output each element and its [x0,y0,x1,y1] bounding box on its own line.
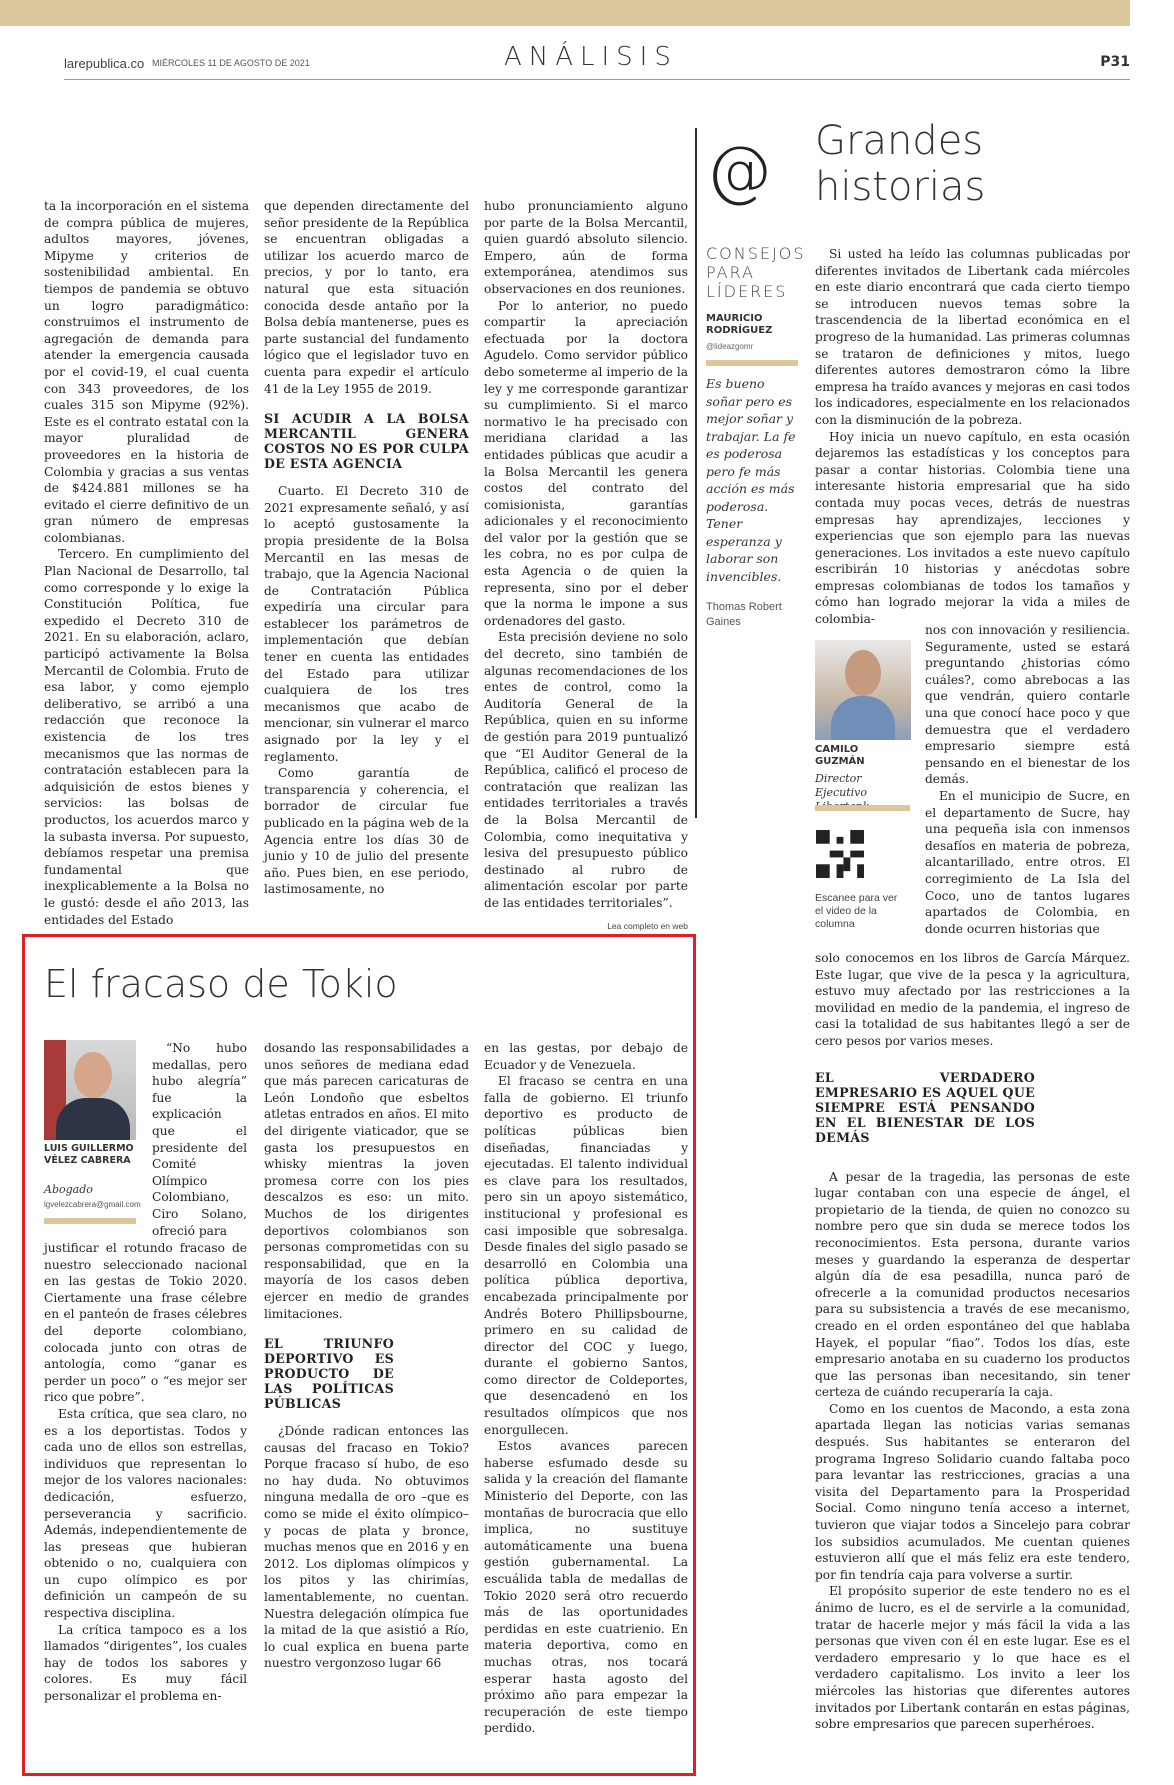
tokio-narrow-intro [152,1040,247,1239]
paragraph: A pesar de la tragedia, las personas de este lugar contaban con una especie de ángel, el propietario de la tienda, de quien no conozco su nombre pero que sin duda se merece todos los reconocimientos. Esta persona, durante varios meses y guardando la esperanza de despertar algún día de esa pesadilla, nunca paró de ofrecerle a la comunidad productos necesarios para su subsistencia a través de ese mecanismo, creado en el orden espontáneo del que hablaba Hayek, el popular “fiao”. Todos los días, este empresario anotaba en su cuaderno los productos que las personas iban necesitando, sin tener certeza de cuándo recuperaría la caja. [815,1169,1130,1400]
masthead-rule [64,79,1130,80]
tokio-column-1 [44,1240,247,1705]
gold-divider [706,360,798,366]
top-color-bar [0,0,1130,26]
shirt-shape [831,696,895,740]
author-photo [44,1040,136,1140]
author-role: Director Ejecutivo [815,772,867,799]
author-photo [815,640,911,740]
tokio-column-2 [264,1040,469,1672]
grandes-narrow-column [925,622,1130,937]
at-sign-icon: @ [706,132,772,209]
paragraph: En el municipio de Sucre, en el departamento de Sucre, hay una pequeña isla con inmensos desafíos en materia de pobreza, alcantarillado, entre otros. El corregimiento de La Isla del Coco, uno de tantos lugares apartados de Colombia, en donde ocurren historias que [925,788,1130,936]
grandes-historias-title: Grandes historias [815,118,986,210]
grandes-intro [815,246,1130,628]
paragraph: Cuarto. El Decreto 310 de 2021 expresamente señaló, y así lo aceptó gustosamente la propia presidente de la Bolsa Mercantil en las mesas de trabajo, que la Agencia Nacional de Contratación Pública expediría una circular para establecer los parámetros de implementación que debían tener en cuenta las entidades del Estado para utilizar cualquiera de los tres mecanismos que acabo de mencionar, sin vulnerar el marco asignado por la ley y el reglamento. [264,484,469,764]
section-title: ANÁLISIS [504,42,678,72]
paragraph: justificar el rotundo fracaso de nuestro seleccionado nacional en las gestas de Tokio 2020. Ciertamente una frase célebre en el panteón de frases célebres del deporte colombiano, colocada junto con otras de antología, como “ganar es perder un poco” o “es mejor ser rico que pobre”. [44,1241,247,1405]
tokio-subheading: EL TRIUNFO DEPORTIVO ES PRODUCTO DE LAS POLÍTICAS PÚBLICAS [264,1336,394,1412]
face-shape [74,1052,112,1098]
paragraph: que dependen directamente del señor presidente de la República se encuentran obligadas a utilizar los acuerdo marco de precios, y por lo tanto, era natural que esta situación conocida desde antaño por la Bolsa debía mantenerse, pues es parte sustancial del fundamento lógico que el legislador tuvo en cuenta para expedir el artículo 41 de la Ley 1955 de 2019. [264,199,469,396]
grandes-subheading: EL VERDADERO EMPRESARIO ES AQUEL QUE SIEMPRE ESTÁ PENSANDO EN EL BIENESTAR DE LOS DEMÁS [815,1069,1035,1145]
paragraph: ¿Dónde radican entonces las causas del fracaso en Tokio? Porque fracaso sí hubo, de eso no hay duda. No obtuvimos ninguna medalla de oro –que es como se mide el éxito olímpico– y pocas de plata y bronce, muchas menos que en 2016 y en 2012. Los diplomas olímpicos y los pitos y las chirimías, lamentablemente, no cuentan. Nuestra delegación olímpica fue la mitad de la que asistió a Río, lo cual explica en buena parte nuestro vergonzoso lugar 66 [264,1424,469,1671]
consejos-handle: @lideazgomr [706,342,754,351]
bolsa-subheading: SI ACUDIR A LA BOLSA MERCANTIL GENERA COSTOS NO ES POR CULPA DE ESTA AGENCIA [264,411,469,472]
paragraph: Como garantía de transparencia y coherencia, el borrador de circular fue publicado en la página web de la Agencia entre los días 30 de junio y 10 de julio del presente año. Pues bien, en ese periodo, lastimosamente, no [264,766,469,897]
tokio-column-3 [484,1040,688,1737]
paragraph: Hoy inicia un nuevo capítulo, en esta ocasión dejaremos las estadísticas y los conceptos para pasar a contar historias. Colombia tiene una interesante historia empresarial que ha sido contada muy pocas veces, detrás de nuestras empresas hay aprendizajes, lecciones y experiencias que son ejemplo para las nuevas generaciones. Los invitados a este nuevo capítulo escribirán 10 historias y anécdotas sobre empresas colombianas de todos los tamaños y cómo han logrado mejorar la vida a miles de colombia- [815,429,1130,627]
face-shape [845,650,881,696]
paragraph: Si usted ha leído las columnas publicadas por diferentes invitados de Libertank cada miércoles en este diario encontrará que cada cierto tiempo se introducen nuevos temas sobre la trascendencia de la libertad económica en el progreso de la humanidad. Las primeras columnas se trataron de definiciones y mitos, luego diferentes autores demostraron cómo la libre empresa ha traído avances y mejoras en casi todos los indicadores, especialmente en los relacionados con la disminución de la pobreza. [815,247,1130,427]
grandes-continuation [815,950,1130,1733]
paragraph: ta la incorporación en el sistema de compra pública de mujeres, adultos mayores, jóvenes, Mipyme y criterios de sostenibilidad ambiental. En tiempos de pandemia se obtuvo un logro paradigmático: construimos el instrumento de agregación de demanda para atender la emergencia causada por el covid-19, el cual cuenta con 343 proveedores, de los cuales 315 son Mipyme (92%). Este es el contrato estatal con la mayor pluralidad de proveedores en la historia de Colombia y gracias a sus ventas de $424.881 millones se ha evitado el cierre definitivo de un gran número de empresas colombianas. [44,199,249,545]
paragraph: La crítica tampoco es a los llamados “dirigentes”, los cuales hay de todos los sabores y colores. Es muy fácil personalizar el problema en- [44,1622,247,1704]
author-name: CAMILO GUZMÁN [815,744,865,767]
qr-caption: Escanee para ver el video de la columna [815,892,898,930]
author-email[interactable]: lgvelezcabrera@gmail.com [44,1200,141,1209]
paragraph: solo conocemos en los libros de García Márquez. Este lugar, que vive de la pesca y la agricultura, estuvo muy afectado por las restricciones a la movilidad en medio de la pandemia, el ingreso de casi la totalidad de sus habitantes llegó a ser de cero pesos por varios meses. [815,951,1130,1048]
paragraph: dosando las responsabilidades a unos señores de mediana edad que más parecen caricaturas de León Londoño que esbeltos atletas entrados en años. El mito del dirigente viaticador, que se gasta los presupuestos en whisky mientras la joven promesa corre con los pies descalzos es eso: un mito. Muchos de los dirigentes deportivos colombianos son personas comprometidas con su responsabilidad, que en la mayoría de los casos deben ejercer en medio de grandes limitaciones. [264,1041,469,1321]
site-name[interactable]: larepublica.co [64,56,145,71]
consejos-label: CONSEJOS PARA LÍDERES [706,244,806,301]
sidebar-rule [695,128,697,818]
paragraph: El propósito superior de este tendero no es el ánimo de lucro, es el de servirle a la comunidad, tratar de hacerle mejor y más fácil la vida a las personas que viven con él en este lugar. Ese es el verdadero empresario y lo que hace es el verdadero capitalismo. Los invito a leer los miércoles las historias que diferentes autores invitados por Libertank contarán en estas páginas, sobre empresarios que parecen superhéroes. [815,1584,1130,1732]
bolsa-column-2 [264,198,469,898]
paragraph: Por lo anterior, no puedo compartir la apreciación efectuada por la doctora Agudelo. Como servidor público debo someterme al imperio de la ley y me corresponde garantizar su cumplimiento. Si el marco normativo le ha precisado con meridiana claridad a las entidades públicas que acudir a la Bolsa Mercantil les genera costos del contrato del comisionista, garantías adicionales y el reconocimiento del valor por la gestión que se les cobra, no es por culpa de esta Agencia o de quien la representa, sino por el deber que la norma le impone a sus ordenadores del gasto. [484,298,688,628]
paragraph: Esta crítica, que sea claro, no es a los deportistas. Todos y cada uno de ellos son estrellas, individuos que representan lo mejor de los valores nacionales: dedicación, esfuerzo, perseverancia y sacrificio. Además, independientemente de las preseas que hubieran obtenido o no, cualquiera con un cupo olímpico es por definición un campeón de su respectiva disciplina. [44,1406,247,1621]
masthead [64,42,1130,80]
leader-quote: Es bueno soñar pero es mejor soñar y trabajar. La fe es poderosa pero fe más acción es más poderosa. Tener esperanza y laborar son invencibles. [706,376,796,584]
paragraph: Como en los cuentos de Macondo, a esta zona apartada llegan las noticias varias semanas después. Sus habitantes se enteraron del programa Ingreso Solidario cuando faltaba poco para levantar las restricciones, gracias a una visita del Departamento para la Prosperidad Social. Como ninguno tenía acceso a internet, tuvieron que viajar todos a Sincelejo para cobrar los subsidios acumulados. Me cuentan quienes estuvieron allí que el más feliz era este tendero, por fin tendría caja para volverse a surtir. [815,1401,1130,1582]
paragraph: en las gestas, por debajo de Ecuador y de Venezuela. [484,1041,688,1072]
gold-divider [815,805,910,811]
paragraph: “No hubo medallas, pero hubo alegría” fue la explicación que el presidente del Comité Olímpico Colombiano, Ciro Solano, ofreció para [152,1041,247,1238]
tokio-title: El fracaso de Tokio [44,962,398,1006]
author-role: Abogado [44,1183,93,1196]
paragraph: nos con innovación y resiliencia. Seguramente, usted se estará preguntando ¿historias cómo cuáles?, como abrebocas a las que vendrán, quiero contarle una que conocí hace poco y que demuestra que el verdadero empresario siempre está pensando en el bienestar de los demás. [925,623,1130,787]
gold-divider [44,1218,136,1224]
bolsa-column-3 [484,198,688,934]
suit-shape [56,1098,130,1140]
author-name: LUIS GUILLERMO VÉLEZ CABRERA [44,1143,134,1166]
page-number: P31 [1100,54,1130,70]
read-more-link[interactable]: Lea completo en web [607,920,688,931]
paragraph: El fracaso se centra en una falla de gobierno. El triunfo deportivo es producto de políticas públicas bien diseñadas, financiadas y ejecutadas. El talento individual es clave para los resultados, pero sin un apoyo sistemático, institucional y profesional es casi imposible que sobresalga. Desde finales del siglo pasado se desarrolló en Colombia una política pública deportiva, encabezada principalmente por Andrés Botero Phillipsbourne, primero en su calidad de director del COC y luego, durante el gobierno Santos, como director de Coldeportes, que desencadenó en los resultados olímpicos que nos enorgullecen. [484,1074,688,1437]
qr-code-icon[interactable] [816,830,864,878]
paragraph: Estos avances parecen haberse esfumado desde su salida y la creación del flamante Ministerio del Deporte, con las montañas de burocracia que ello implica, no sustituye automáticamente una buena gestión gubernamental. La escuálida tabla de medallas de Tokio 2020 será otro recuerdo más de las oportunidades perdidas en este cuatrienio. En materia deportiva, como en muchas otras, nos tocará esperar hasta agosto del próximo año para empezar la recuperación de este tiempo perdido. [484,1439,688,1736]
paragraph: Tercero. En cumplimiento del Plan Nacional de Desarrollo, tal como corresponde y lo exige la Constitución Política, fue expedido el Decreto 310 de 2021. En su elaboración, aclaro, participó activamente la Bolsa Mercantil de Colombia. Fruto de esa labor, y como ejemplo deliberativo, se arribó a una redacción que reconoce la existencia de los tres mecanismos que las normas de contratación establecen para la adquisición de estos bienes y servicios: las bolsas de productos, los acuerdos marco y la subasta inversa. Por supuesto, debíamos respetar una premisa fundamental que inexplicablemente a la Bolsa no le gustó: desde el año 2013, las entidades del Estado [44,547,249,927]
paragraph: Esta precisión deviene no solo del decreto, sino también de algunas recomendaciones de los entes de control, como la Auditoría General de la República, quien en su informe de gestión para 2019 puntualizó que “El Auditor General de la República, calificó el proceso de contratación que realizan las entidades territoriales a través de la Bolsa Mercantil de Colombia, como inequitativa y lesiva del presupuesto público destinado al rubro de alimentación escolar por parte de las entidades territoriales”. [484,630,688,910]
consejos-author: MAURICIO RODRÍGUEZ [706,313,773,336]
issue-date: MIÉRCOLES 11 DE AGOSTO DE 2021 [152,58,310,68]
paragraph: hubo pronunciamiento alguno por parte de la Bolsa Mercantil, quien guardó absoluto silencio. Empero, aún de forma extemporánea, atendimos sus observaciones en dos reuniones. [484,199,688,296]
bolsa-column-1 [44,198,249,928]
quote-author: Thomas Robert Gaines [706,601,782,628]
